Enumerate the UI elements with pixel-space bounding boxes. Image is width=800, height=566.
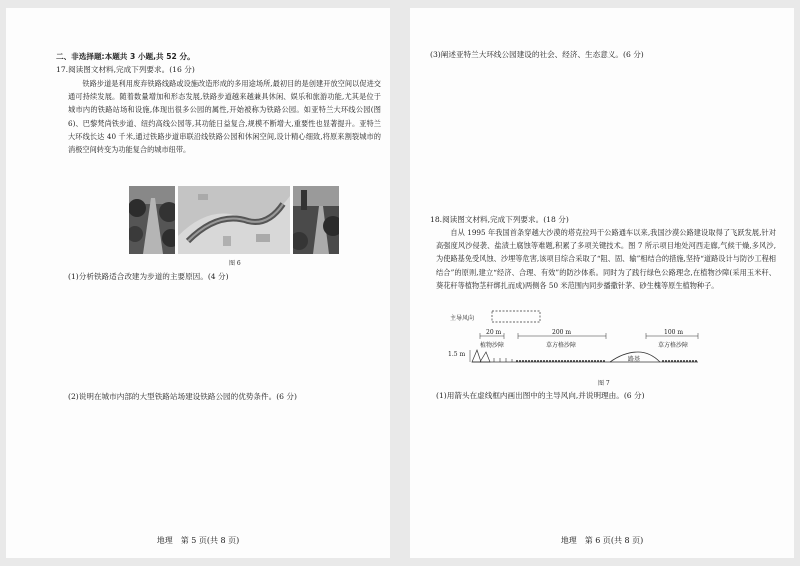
sand-control-profile bbox=[460, 310, 760, 374]
figure-7-diagram bbox=[448, 310, 760, 374]
wind-answer-box bbox=[492, 311, 540, 322]
left-footer: 地理 第 5 页(共 8 页) bbox=[156, 536, 240, 545]
dim-100m: 100 m bbox=[664, 329, 684, 336]
wind-direction-label: 主导风向 bbox=[450, 315, 475, 322]
railway-trail-photo-right bbox=[293, 186, 339, 254]
section-title: 二、非选择题:本题共 3 小题,共 52 分。 bbox=[56, 52, 195, 61]
dim-200m: 200 m bbox=[552, 329, 572, 336]
q17-3: (3)阐述亚特兰大环线公园建设的社会、经济、生态意义。(6 分) bbox=[430, 50, 644, 59]
q17-1: (1)分析铁路适合改建为步道的主要原因。(4 分) bbox=[68, 272, 229, 281]
height-label: 1.5 m bbox=[448, 351, 466, 358]
q18-passage: 自从 1995 年我国首条穿越大沙漠的塔克拉玛干公路通车以来,我国沙漠公路建设取得了飞跃发展,针对高强度风沙侵袭、盐渍土腐蚀等难题,积累了多项关键技术。图 7 所示项目地处河西走廊,气候干燥,多风沙,为使路基免受风蚀、沙埋等危害,该项目综合采取了“阻、固、输”相结合的措施,坚持“道路设计与防沙工程相结合”的原则,建立“经济、合理、有效”的防沙体系。同时为了践行绿色公路理念,在植物沙障(采用玉米秆、葵花秆等植物茎秆绑扎而成)两侧各 50 米范围内同步播撒针茅、砂生槐等原生植物种子。 bbox=[436, 228, 776, 290]
road-label: 路基 bbox=[628, 356, 641, 363]
q17-stem: 17.阅读图文材料,完成下列要求。(16 分) bbox=[56, 65, 195, 74]
grid-barrier-left-label: 草方格沙障 bbox=[546, 342, 577, 349]
dim-20m: 20 m bbox=[486, 329, 502, 336]
q18-stem: 18.阅读图文材料,完成下列要求。(18 分) bbox=[430, 215, 569, 224]
figure-6-caption: 图 6 bbox=[229, 260, 241, 267]
q17-passage: 铁路步道是利用废弃铁路线路或设施改造形成的多用途场所,最初目的是创建开放空间以促进交通可持续发展。随着数量增加和形态发展,铁路步道越来越兼具休闲、娱乐和旅游功能,尤其是位于城市内的铁路站场和设施,体现出很多公园的属性,开始被称为铁路公园。如亚特兰大环线公园(图 6)、巴黎梵尚铁步道、纽约高线公园等,其功能日益复合,规模不断增大,重要性也显著提升。亚特兰大环线长达 40 千米,通过铁路步道串联沿线铁路公园和休闲空间,设计精心细致,将原来割裂城市的消极空间转变为功能复合的城市纽带。 bbox=[68, 79, 381, 155]
left-page bbox=[6, 8, 390, 558]
right-footer: 地理 第 6 页(共 8 页) bbox=[560, 536, 644, 545]
figure-7-caption: 图 7 bbox=[598, 380, 610, 387]
q18-1: (1)用箭头在虚线框内画出图中的主导风向,并说明理由。(6 分) bbox=[436, 391, 645, 400]
plant-barrier-label: 植物沙障 bbox=[480, 342, 505, 349]
q17-2: (2)说明在城市内部的大型铁路站场建设铁路公园的优势条件。(6 分) bbox=[68, 392, 297, 401]
railway-trail-photo-left bbox=[129, 186, 175, 254]
aerial-map-photo bbox=[178, 186, 290, 254]
right-page bbox=[410, 8, 794, 558]
grid-barrier-right-label: 草方格沙障 bbox=[658, 342, 689, 349]
